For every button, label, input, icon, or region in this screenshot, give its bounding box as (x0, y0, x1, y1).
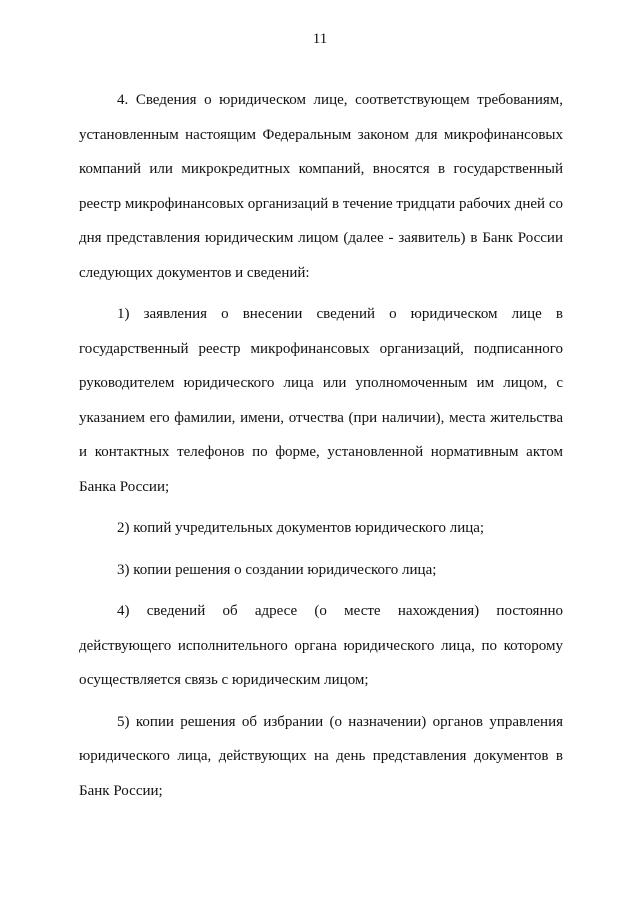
list-item-4: 4) сведений об адресе (о месте нахождения) постоянно действующего исполнительного органа юридического лица, по которому осуществляется связь с юридическим лицом; (79, 603, 563, 688)
page-number: 11 (312, 31, 328, 47)
list-item-3: 3) копии решения о создании юридического лица; (117, 561, 437, 578)
list-item-2: 2) копий учредительных документов юридического лица; (117, 520, 485, 536)
list-item-1: 1) заявления о внесении сведений о юридическом лице в государственный реестр микрофинансовых организаций, подписанного руководителем юридического лица или уполномоченным им лицом, с указанием его фамилии, имени, отчества (при наличии), места жительства и контактных телефонов по форме, установленной нормативным актом Банка России; (79, 306, 563, 495)
document-body (79, 83, 563, 815)
paragraph-item-4: 4. Сведения о юридическом лице, соответствующем требованиям, установленным настоящим Федеральным законом для микрофинансовых компаний или микрокредитных компаний, вносятся в государственный реестр микрофинансовых организаций в течение тридцати рабочих дней со дня представления юридическим лицом (далее - заявитель) в Банк России следующих документов и сведений: (79, 92, 563, 281)
list-item-5: 5) копии решения об избрании (о назначении) органов управления юридического лица, действующих на день представления документов в Банк России; (79, 713, 563, 799)
